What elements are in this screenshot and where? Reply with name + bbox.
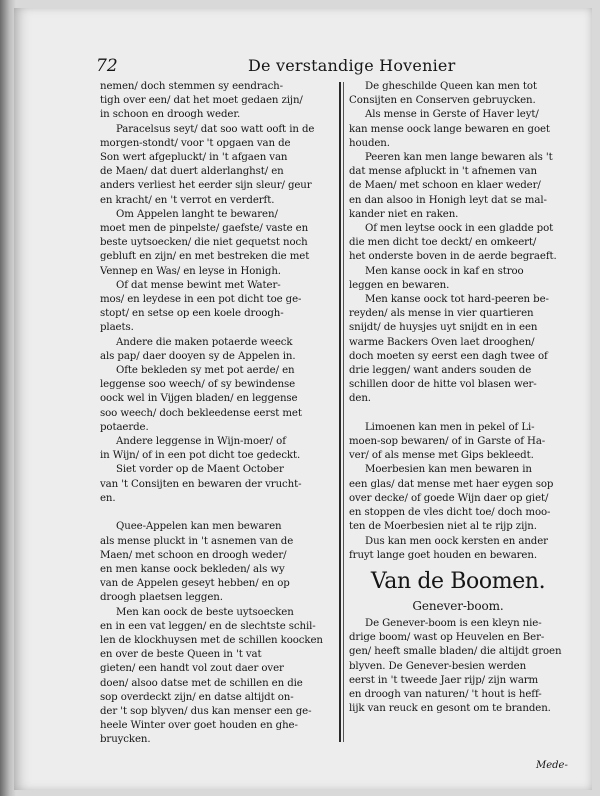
text-line: Quee-Appelen kan men bewaren bbox=[116, 521, 282, 533]
text-line: bruycken. bbox=[100, 734, 151, 746]
text-line: blyven. De Genever-besien werden bbox=[349, 660, 527, 672]
text-line: Moerbesien kan men bewaren in bbox=[365, 464, 532, 476]
text-line: Son wert afgepluckt/ in 't afgaen van bbox=[100, 152, 288, 164]
text-line: van de Appelen geseyt hebben/ en op bbox=[100, 578, 290, 590]
text-line: Paracelsus seyt/ dat soo watt ooft in de bbox=[116, 123, 315, 135]
text-line: den. bbox=[349, 393, 371, 405]
text-line: een glas/ dat mense met haer eygen sop bbox=[349, 478, 554, 490]
text-line: oock wel in Vijgen bladen/ en leggense bbox=[100, 393, 298, 405]
text-line: sop overdeckt zijn/ en datse altijdt on- bbox=[100, 691, 294, 703]
text-line: moet men de pinpelste/ gaefste/ vaste en bbox=[100, 223, 309, 235]
text-line: en men kanse oock bekleden/ als wy bbox=[100, 563, 285, 575]
text-line: ver/ of als mense met Gips bekleedt. bbox=[349, 450, 534, 462]
text-line: Limoenen kan men in pekel of Li- bbox=[365, 421, 535, 433]
text-line: ten de Moerbesien niet al te rijp zijn. bbox=[349, 521, 537, 533]
section-heading: Van de Boomen. bbox=[370, 568, 546, 594]
text-line: fruyt lange goet houden en bewaren. bbox=[349, 549, 537, 561]
text-line: soo weech/ doch bekleedense eerst met bbox=[100, 407, 302, 419]
text-line: en stoppen de vles dicht toe/ doch moo- bbox=[349, 507, 551, 519]
text-line: lijk van reuck en gesont om te branden. bbox=[349, 703, 551, 715]
text-line: die men dicht toe deckt/ en omkeert/ bbox=[349, 237, 537, 249]
text-line: Dus kan men oock kersten en ander bbox=[365, 535, 548, 547]
text-line: Om Appelen langht te bewaren/ bbox=[116, 208, 278, 220]
right-column bbox=[349, 80, 567, 716]
text-line: als pap/ daer dooyen sy de Appelen in. bbox=[100, 350, 296, 362]
text-line: in schoon en droogh weder. bbox=[100, 109, 241, 121]
text-line: en kracht/ en 't verrot en verderft. bbox=[100, 194, 275, 206]
text-line: schillen door de hitte vol blasen wer- bbox=[349, 379, 537, 391]
page-header bbox=[96, 56, 566, 78]
text-line: drige boom/ wast op Heuvelen en Ber- bbox=[349, 632, 545, 644]
text-line: en droogh van naturen/ 't hout is heff- bbox=[349, 688, 542, 700]
text-line: en over de beste Queen in 't vat bbox=[100, 649, 262, 661]
text-line: gebluft en zijn/ en met bestreken die met bbox=[100, 251, 310, 263]
right-column-bottom-text bbox=[349, 617, 567, 716]
text-line: potaerde. bbox=[100, 421, 149, 433]
text-line: Ofte bekleden sy met pot aerde/ en bbox=[116, 365, 295, 377]
page-number: 72 bbox=[96, 56, 118, 76]
column-rule bbox=[339, 82, 341, 742]
text-line: kander niet en raken. bbox=[349, 208, 459, 220]
text-line bbox=[100, 506, 332, 520]
running-title: De verstandige Hovenier bbox=[248, 56, 456, 75]
text-line: doch moeten sy eerst een dagh twee of bbox=[349, 350, 548, 362]
text-line: en in een vat leggen/ en de slechtste schil- bbox=[100, 620, 316, 632]
text-line: van 't Consijten en bewaren der vrucht- bbox=[100, 478, 302, 490]
text-line: leggen en bewaren. bbox=[349, 279, 450, 291]
text-line: Consijten en Conserven gebruycken. bbox=[349, 95, 536, 107]
text-line: gen/ heeft smalle bladen/ die altijdt groen bbox=[349, 646, 562, 658]
text-line: snijdt/ de huysjes uyt snijdt en in een bbox=[349, 322, 538, 334]
text-line: Vennep en Was/ en leyse in Honigh. bbox=[100, 265, 281, 277]
text-line: Andere die maken potaerde weeck bbox=[116, 336, 293, 348]
text-line: dat mense afpluckt in 't afnemen van bbox=[349, 166, 537, 178]
text-line: eerst in 't tweede Jaer rijp/ zijn warm bbox=[349, 674, 539, 686]
text-line: Peeren kan men lange bewaren als 't bbox=[365, 152, 553, 164]
text-line: Andere leggense in Wijn-moer/ of bbox=[116, 436, 286, 448]
text-line: Men kanse oock in kaf en stroo bbox=[365, 265, 524, 277]
text-line: De gheschilde Queen kan men tot bbox=[365, 81, 537, 92]
text-line: het onderste boven in de aerde begraeft. bbox=[349, 251, 557, 263]
text-line: Of dat mense bewint met Water- bbox=[116, 279, 281, 291]
text-line: warme Backers Oven laet drooghen/ bbox=[349, 336, 535, 348]
text-line: nemen/ doch stemmen sy eendrach- bbox=[100, 81, 283, 92]
text-line: gieten/ een handt vol zout daer over bbox=[100, 663, 284, 675]
text-line: over decke/ of goede Wijn daer op giet/ bbox=[349, 492, 549, 504]
text-line: reyden/ als mense in vier quartieren bbox=[349, 308, 534, 320]
text-line: tigh over een/ dat het moet gedaen zijn/ bbox=[100, 95, 303, 107]
text-line: drie leggen/ want anders souden de bbox=[349, 365, 532, 377]
text-line: in Wijn/ of in een pot dicht toe gedeckt. bbox=[100, 450, 301, 462]
text-line: Men kanse oock tot hard-peeren be- bbox=[365, 294, 549, 306]
text-line: Als mense in Gerste of Haver leyt/ bbox=[365, 109, 539, 121]
text-line: Siet vorder op de Maent October bbox=[116, 464, 284, 476]
column-rule-secondary bbox=[343, 82, 344, 742]
text-line: Men kan oock de beste uytsoecken bbox=[116, 606, 294, 618]
text-line: en dan alsoo in Honigh leyt dat se mal- bbox=[349, 194, 547, 206]
text-line: beste uytsoecken/ die niet gequetst noch bbox=[100, 237, 308, 249]
text-line bbox=[349, 407, 567, 421]
text-line: morgen-stondt/ voor 't opgaen van de bbox=[100, 137, 291, 149]
text-line: der 't sop blyven/ dus kan menser een ge- bbox=[100, 705, 312, 717]
text-line: plaets. bbox=[100, 322, 134, 334]
text-line: len de klockhuysen met de schillen koocken bbox=[100, 634, 323, 646]
text-line: Of men leytse oock in een gladde pot bbox=[365, 223, 554, 235]
text-line: anders verliest het eerder sijn sleur/ geur bbox=[100, 180, 312, 192]
left-column bbox=[100, 80, 332, 748]
text-line: stopt/ en setse op een koele droogh- bbox=[100, 308, 284, 320]
text-line: en. bbox=[100, 492, 116, 504]
text-line: Maen/ met schoon en droogh weder/ bbox=[100, 549, 287, 561]
right-column-top-text bbox=[349, 80, 567, 563]
text-line: de Maen/ met schoon en klaer weder/ bbox=[349, 180, 541, 192]
section-subheading: Genever-boom. bbox=[412, 598, 504, 613]
text-line: droogh plaetsen leggen. bbox=[100, 592, 223, 604]
text-line: leggense soo weech/ of sy bewindense bbox=[100, 379, 296, 391]
text-line: kan mense oock lange bewaren en goet bbox=[349, 123, 550, 135]
catchword: Mede- bbox=[536, 760, 568, 771]
text-line: de Maen/ dat duert alderlanghst/ en bbox=[100, 166, 284, 178]
text-line: houden. bbox=[349, 137, 390, 149]
text-line: heele Winter over goet houden en ghe- bbox=[100, 720, 298, 732]
text-line: mos/ en leydese in een pot dicht toe ge- bbox=[100, 294, 302, 306]
text-line: moen-sop bewaren/ of in Garste of Ha- bbox=[349, 436, 546, 448]
text-line: De Genever-boom is een kleyn nie- bbox=[365, 617, 542, 629]
text-line: als mense pluckt in 't asnemen van de bbox=[100, 535, 294, 547]
text-line: doen/ alsoo datse met de schillen en die bbox=[100, 677, 303, 689]
